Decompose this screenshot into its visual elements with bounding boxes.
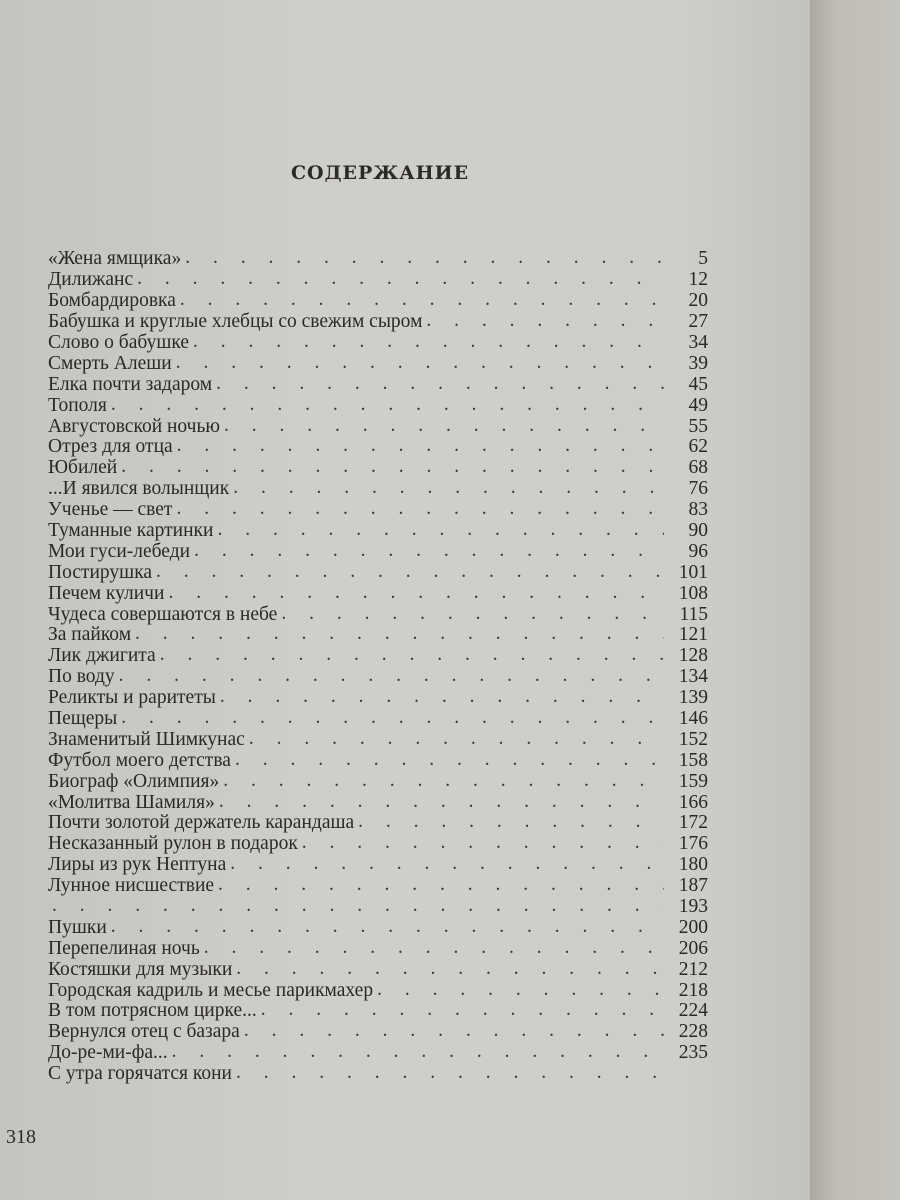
toc-entry xyxy=(48,645,708,666)
toc-entry xyxy=(48,749,708,770)
toc-entry-title: Тополя xyxy=(48,394,107,416)
toc-entry-page: 128 xyxy=(678,645,708,667)
dot-leader xyxy=(121,457,664,477)
toc-entry-page: 212 xyxy=(678,958,708,980)
toc-entry xyxy=(48,540,708,561)
dot-leader xyxy=(156,562,664,582)
toc-entry xyxy=(48,812,708,833)
toc-entry xyxy=(48,290,708,311)
toc-entry xyxy=(48,666,708,687)
dot-leader xyxy=(236,959,664,979)
toc-entry-title: Ученье — свет xyxy=(48,499,173,521)
toc-entry-title: По воду xyxy=(48,666,115,688)
table-of-contents xyxy=(48,248,708,1084)
toc-entry-page: 96 xyxy=(688,540,708,562)
toc-entry-page: 172 xyxy=(678,812,708,834)
toc-entry-title: Смерть Алеши xyxy=(48,352,172,374)
dot-leader xyxy=(160,645,664,665)
toc-entry-title: За пайком xyxy=(48,624,132,646)
toc-entry xyxy=(48,1021,708,1042)
toc-entry-page: 83 xyxy=(688,499,708,521)
toc-entry xyxy=(48,979,708,1000)
dot-leader xyxy=(358,812,664,832)
toc-entry xyxy=(48,561,708,582)
toc-entry xyxy=(48,896,708,917)
toc-entry xyxy=(48,624,708,645)
dot-leader xyxy=(377,980,664,1000)
toc-entry-page: 45 xyxy=(688,373,708,395)
toc-entry-page: 108 xyxy=(678,582,708,604)
dot-leader xyxy=(233,478,664,498)
toc-entry-title: Несказанный рулон в подарок xyxy=(48,833,298,855)
toc-entry-title: Городская кадриль и месье парикмахер xyxy=(48,979,374,1001)
toc-entry xyxy=(48,1000,708,1021)
toc-entry-page: 206 xyxy=(678,937,708,959)
dot-leader xyxy=(176,499,664,519)
toc-entry-title: Чудеса совершаются в небе xyxy=(48,603,278,625)
toc-entry-title: «Молитва Шамиля» xyxy=(48,791,215,813)
dot-leader xyxy=(216,374,664,394)
toc-entry-title: Слово о бабушке xyxy=(48,331,189,353)
dot-leader xyxy=(204,938,664,958)
toc-entry-page: 115 xyxy=(679,603,708,625)
toc-entry xyxy=(48,770,708,791)
toc-entry-title: Футбол моего детства xyxy=(48,749,231,771)
toc-entry-page: 20 xyxy=(688,290,708,312)
page-number: 318 xyxy=(6,1126,36,1148)
toc-entry-title: Августовской ночью xyxy=(48,415,220,437)
toc-entry-title: Печем куличи xyxy=(48,582,165,604)
toc-entry-title: Пушки xyxy=(48,916,107,938)
toc-entry-page: 159 xyxy=(678,770,708,792)
dot-leader xyxy=(111,917,664,937)
dot-leader xyxy=(193,332,664,352)
toc-entry xyxy=(48,582,708,603)
toc-entry xyxy=(48,478,708,499)
toc-entry-title: Лиры из рук Нептуна xyxy=(48,854,227,876)
toc-entry-page: 121 xyxy=(678,624,708,646)
toc-entry-title: Костяшки для музыки xyxy=(48,958,233,980)
toc-entry xyxy=(48,311,708,332)
toc-entry-page: 176 xyxy=(678,833,708,855)
facing-page-edge xyxy=(810,0,900,1200)
dot-leader xyxy=(121,708,664,728)
toc-entry-page: 152 xyxy=(678,728,708,750)
toc-entry xyxy=(48,269,708,290)
toc-entry-page: 90 xyxy=(688,519,708,541)
toc-entry-page: 218 xyxy=(678,979,708,1001)
toc-entry-title: В том потрясном цирке... xyxy=(48,1000,257,1022)
dot-leader xyxy=(119,666,664,686)
dot-leader xyxy=(281,604,664,624)
toc-entry-page: 76 xyxy=(688,478,708,500)
toc-entry-page: 5 xyxy=(698,248,708,270)
dot-leader xyxy=(249,729,664,749)
toc-entry-page: 187 xyxy=(678,875,708,897)
dot-leader xyxy=(137,269,664,289)
toc-entry-page: 180 xyxy=(678,854,708,876)
dot-leader xyxy=(224,416,664,436)
toc-entry-title: Знаменитый Шимкунас xyxy=(48,728,245,750)
toc-entry-title: Вернулся отец с базара xyxy=(48,1021,240,1043)
dot-leader xyxy=(180,290,664,310)
toc-entry-page: 68 xyxy=(688,457,708,479)
toc-entry-title: Реликты и раритеты xyxy=(48,687,216,709)
dot-leader xyxy=(230,854,664,874)
toc-entry-page: 101 xyxy=(678,561,708,583)
dot-leader xyxy=(52,896,664,916)
toc-entry-page: 39 xyxy=(688,352,708,374)
dot-leader xyxy=(185,248,664,268)
toc-entry-page: 228 xyxy=(678,1021,708,1043)
toc-entry xyxy=(48,833,708,854)
toc-entry xyxy=(48,603,708,624)
dot-leader xyxy=(223,771,664,791)
toc-entry-page: 224 xyxy=(678,1000,708,1022)
toc-entry-title: Лик джигита xyxy=(48,645,156,667)
toc-entry-title: Перепелиная ночь xyxy=(48,937,200,959)
toc-entry-title: До-ре-ми-фа... xyxy=(48,1042,168,1064)
toc-entry-title: ...И явился волынщик xyxy=(48,478,230,500)
toc-entry-page: 134 xyxy=(678,666,708,688)
toc-entry-page: 235 xyxy=(678,1042,708,1064)
dot-leader xyxy=(219,792,664,812)
toc-entry-page: 55 xyxy=(688,415,708,437)
dot-leader xyxy=(302,833,664,853)
toc-entry xyxy=(48,332,708,353)
toc-entry-page: 193 xyxy=(678,896,708,917)
toc-entry xyxy=(48,791,708,812)
toc-entry-title: Отрез для отца xyxy=(48,436,173,458)
toc-entry-title: Дилижанс xyxy=(48,269,134,291)
toc-entry xyxy=(48,708,708,729)
toc-entry-page: 27 xyxy=(688,311,708,333)
dot-leader xyxy=(244,1021,664,1041)
toc-entry xyxy=(48,875,708,896)
toc-entry-title: Елка почти задаром xyxy=(48,373,213,395)
dot-leader xyxy=(168,583,664,603)
toc-entry-title: С утра горячатся кони xyxy=(48,1063,232,1085)
dot-leader xyxy=(217,520,664,540)
toc-entry-title: Бомбардировка xyxy=(48,290,176,312)
toc-entry-page: 158 xyxy=(678,749,708,771)
dot-leader xyxy=(194,541,664,561)
toc-entry xyxy=(48,352,708,373)
toc-entry-page: 139 xyxy=(678,687,708,709)
dot-leader xyxy=(218,875,664,895)
toc-entry-title: Туманные картинки xyxy=(48,519,214,541)
toc-entry-page: 166 xyxy=(678,791,708,813)
toc-entry xyxy=(48,958,708,979)
toc-entry-page: 200 xyxy=(678,916,708,938)
toc-entry xyxy=(48,499,708,520)
toc-entry xyxy=(48,436,708,457)
toc-entry-title: Биограф «Олимпия» xyxy=(48,770,220,792)
toc-entry xyxy=(48,373,708,394)
toc-entry-page: 146 xyxy=(678,707,708,729)
toc-entry-title: «Жена ямщика» xyxy=(48,248,182,270)
dot-leader xyxy=(176,353,664,373)
toc-entry-title: Лунное нисшествие xyxy=(48,875,215,897)
dot-leader xyxy=(426,311,664,331)
toc-entry xyxy=(48,854,708,875)
toc-entry xyxy=(48,917,708,938)
toc-entry-title: Мои гуси-лебеди xyxy=(48,540,191,562)
toc-entry xyxy=(48,687,708,708)
toc-entry xyxy=(48,1042,708,1063)
dot-leader xyxy=(235,750,664,770)
dot-leader xyxy=(135,624,664,644)
toc-entry-title: Юбилей xyxy=(48,457,118,479)
toc-entry xyxy=(48,394,708,415)
toc-entry xyxy=(48,728,708,749)
toc-entry-title: Бабушка и круглые хлебцы со свежим сыром xyxy=(48,311,423,333)
contents-heading: СОДЕРЖАНИЕ xyxy=(290,162,470,184)
toc-entry-title: Пещеры xyxy=(48,707,118,729)
toc-entry xyxy=(48,937,708,958)
dot-leader xyxy=(220,687,664,707)
dot-leader xyxy=(261,1000,664,1020)
toc-entry xyxy=(48,248,708,269)
toc-entry-title: Постирушка xyxy=(48,561,153,583)
toc-entry-page: 49 xyxy=(688,394,708,416)
toc-entry-page: 12 xyxy=(688,269,708,291)
toc-entry xyxy=(48,457,708,478)
toc-entry xyxy=(48,520,708,541)
toc-entry-page: 62 xyxy=(688,436,708,458)
toc-entry-title: Почти золотой держатель карандаша xyxy=(48,812,355,834)
toc-entry xyxy=(48,415,708,436)
toc-entry-page: 34 xyxy=(688,331,708,353)
dot-leader xyxy=(111,395,664,415)
dot-leader xyxy=(172,1042,664,1062)
dot-leader xyxy=(236,1063,664,1083)
toc-entry xyxy=(48,1063,708,1084)
dot-leader xyxy=(177,436,664,456)
